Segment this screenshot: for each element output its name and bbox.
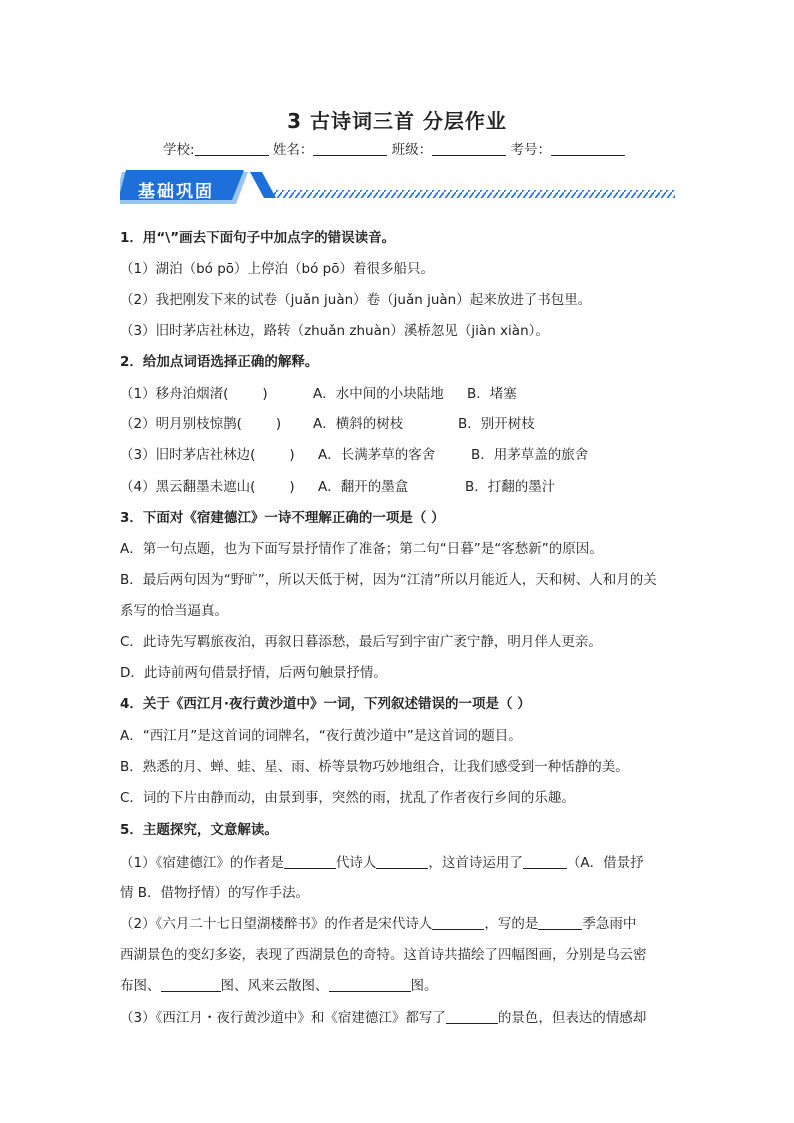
- q5-p2-text-a: （2）《六月二十七日望湖楼醉书》的作者是宋代诗人: [120, 916, 433, 932]
- q1-stem: 1．用“\”画去下面句子中加点字的错误读音。: [120, 230, 396, 246]
- q3-option-b-cont: 系写的恰当逼真。: [120, 603, 228, 619]
- q5-part-2: [120, 914, 636, 934]
- q1-item-1: （1）湖泊（bó pō）上停泊（bó pō）着很多船只。: [120, 261, 434, 277]
- name-label: 姓名：: [272, 142, 314, 158]
- exam-no-blank[interactable]: [551, 141, 625, 156]
- q5-p1-blank-dynasty[interactable]: [284, 854, 336, 869]
- q5-p1-text-c: ，这首诗运用了: [428, 855, 523, 871]
- class-label: 班级：: [391, 142, 433, 158]
- q5-p2-text-c: 季急雨中: [582, 916, 637, 932]
- q1-item-2: （2）我把刚发下来的试卷（juǎn juàn）卷（juǎn juàn）起来放进了书包里。: [120, 292, 592, 308]
- q2-item-4-option-a: A．翻开的墨盒: [318, 479, 409, 495]
- q5-p3-blank-scene[interactable]: [446, 1009, 498, 1024]
- q5-p2-blank-season[interactable]: [538, 915, 582, 930]
- q5-p1-text-d: （A．借景抒: [566, 855, 644, 871]
- q3-option-a: A．第一句点题，也为下面写景抒情作了准备；第二句“日暮”是“客愁新”的原因。: [120, 541, 603, 557]
- q2-item-2-prompt: （2）明月别枝惊鹊(: [120, 416, 242, 432]
- q1-item-3: （3）旧时茅店社林边，路转（zhuǎn zhuàn）溪桥忽见（jiàn xiàn）。: [120, 323, 549, 339]
- q5-p2-blank-picture-4[interactable]: [329, 977, 411, 992]
- q5-p3-text-a: （3）《西江月・夜行黄沙道中》和《宿建德江》都写了: [120, 1010, 446, 1026]
- q2-item-1-prompt: （1）移舟泊烟渚(: [120, 386, 229, 402]
- q2-item-2-option-a: A．横斜的树枝: [313, 416, 404, 432]
- q2-item-1-option-a: A．水中间的小块陆地: [313, 386, 444, 402]
- q4-option-c: C．词的下片由静而动，由景到事，突然的雨，扰乱了作者夜行乡间的乐趣。: [120, 790, 575, 806]
- q2-item-1-close: ): [262, 386, 268, 402]
- q5-part-2-cont: 西湖景色的变幻多姿，表现了西湖景色的奇特。这首诗共描绘了四幅图画，分别是乌云密: [120, 947, 647, 963]
- q5-part-1: [120, 853, 644, 873]
- q2-item-2-option-b: B．别开树枝: [458, 416, 535, 432]
- q5-p2-text-b: ，写的是: [484, 916, 539, 932]
- school-blank[interactable]: [195, 141, 269, 156]
- name-blank[interactable]: [313, 141, 387, 156]
- q4-option-b: B．熟悉的月、蝉、蛙、星、雨、桥等景物巧妙地组合，让我们感受到一种恬静的美。: [120, 759, 629, 775]
- q3-option-d: D．此诗前两句借景抒情，后两句触景抒情。: [120, 665, 387, 681]
- section-title: 基础巩固: [138, 182, 214, 202]
- q2-item-4-prompt: （4）黑云翻墨未遮山(: [120, 479, 256, 495]
- q4-stem: 4．关于《西江月·夜行黄沙道中》一词，下列叙述错误的一项是（ ）: [120, 696, 531, 712]
- banner-hatch-strip: [270, 190, 675, 198]
- class-blank[interactable]: [432, 141, 506, 156]
- q5-p1-text-b: 代诗人: [335, 855, 377, 871]
- q2-item-3-prompt: （3）旧时茅店社林边(: [120, 447, 256, 463]
- q5-p1-blank-poet[interactable]: [376, 854, 428, 869]
- q2-item-3-option-b: B．用茅草盖的旅舍: [471, 447, 589, 463]
- q5-p2-blank-picture-2[interactable]: [161, 977, 221, 992]
- q2-item-1: [120, 384, 517, 404]
- school-label: 学校:: [163, 142, 195, 158]
- q3-option-c: C．此诗先写羁旅夜泊，再叙日暮添愁，最后写到宇宙广袤宁静，明月伴人更亲。: [120, 634, 602, 650]
- q3-stem: 3．下面对《宿建德江》一诗不理解正确的一项是（ ）: [120, 510, 445, 526]
- q5-part-2-cont-2: [120, 976, 438, 996]
- q5-p1-text-a: （1）《宿建德江》的作者是: [120, 855, 284, 871]
- q5-p3-text-b: 的景色，但表达的情感却: [497, 1010, 647, 1026]
- q5-part-3: [120, 1008, 646, 1028]
- q2-item-2-close: ): [275, 416, 282, 432]
- q2-item-3: [120, 445, 589, 465]
- q2-item-3-close: ): [289, 447, 295, 463]
- q5-p2-text-e: 布图、: [120, 978, 161, 994]
- q5-p2-blank-poet[interactable]: [432, 915, 484, 930]
- page-title: 3 古诗词三首 分层作业: [287, 109, 507, 133]
- q2-item-4-option-b: B．打翻的墨汁: [465, 479, 556, 495]
- q5-p2-text-g: 图。: [410, 978, 438, 994]
- q2-item-4: [120, 477, 556, 497]
- q2-item-1-option-b: B．堵塞: [467, 386, 517, 402]
- student-info-line: [163, 138, 625, 158]
- q5-stem: 5．主题探究，文意解读。: [120, 822, 278, 838]
- exam-no-label: 考号：: [510, 142, 551, 158]
- q2-item-4-close: ): [289, 479, 295, 495]
- q4-option-a: A．“西江月”是这首词的词牌名，“夜行黄沙道中”是这首词的题目。: [120, 728, 522, 744]
- q2-item-3-option-a: A．长满茅草的客舍: [318, 447, 436, 463]
- q5-part-1-cont: 情 B．借物抒情）的写作手法。: [120, 885, 310, 901]
- q5-p2-text-f: 图、风来云散图、: [220, 978, 329, 994]
- q5-p1-blank-method[interactable]: [523, 854, 567, 869]
- q2-stem: 2．给加点词语选择正确的解释。: [120, 354, 319, 370]
- q3-option-b: B．最后两句因为“野旷”，所以天低于树，因为“江清”所以月能近人，天和树、人和月的关: [120, 572, 657, 588]
- q2-item-2: [120, 414, 535, 434]
